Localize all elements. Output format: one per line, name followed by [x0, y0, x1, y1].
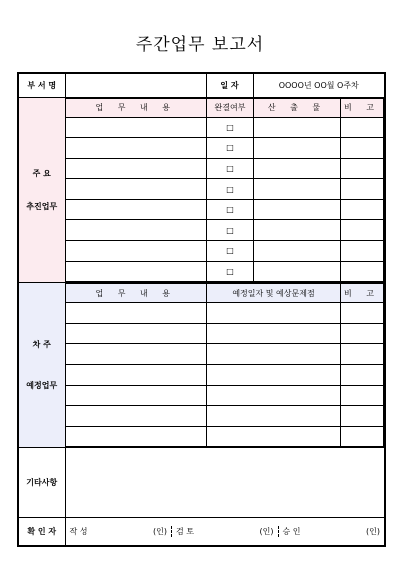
- dept-field[interactable]: [65, 73, 206, 97]
- next-schedule[interactable]: [207, 344, 341, 365]
- main-tasks-table: [66, 98, 385, 283]
- col-content: 업 무 내 용: [66, 98, 207, 117]
- next-content[interactable]: [66, 385, 207, 406]
- next-schedule[interactable]: [207, 406, 341, 427]
- col-next-note: 비 고: [341, 284, 384, 303]
- task-output[interactable]: [254, 179, 341, 200]
- reviewer-sign[interactable]: [172, 526, 279, 537]
- done-checkbox[interactable]: □: [207, 241, 254, 262]
- next-schedule[interactable]: [207, 385, 341, 406]
- main-tasks-label: [18, 97, 65, 283]
- reviewer-label: 검 토: [176, 527, 194, 537]
- confirm-row: [66, 526, 385, 537]
- task-output[interactable]: [254, 241, 341, 262]
- next-note[interactable]: [341, 365, 384, 386]
- next-content[interactable]: [66, 323, 207, 344]
- writer-sign[interactable]: [66, 526, 173, 537]
- next-content[interactable]: [66, 406, 207, 427]
- task-content[interactable]: [66, 261, 207, 282]
- next-note[interactable]: [341, 385, 384, 406]
- task-output[interactable]: [254, 261, 341, 282]
- task-output[interactable]: [254, 158, 341, 179]
- next-week-table: [66, 283, 385, 447]
- writer-seal: (인): [153, 527, 167, 537]
- others-field[interactable]: [65, 448, 385, 518]
- task-note[interactable]: [341, 199, 384, 220]
- date-label: 일 자: [206, 73, 253, 97]
- task-content[interactable]: [66, 220, 207, 241]
- next-note[interactable]: [341, 323, 384, 344]
- task-content[interactable]: [66, 179, 207, 200]
- task-note[interactable]: [341, 179, 384, 200]
- task-content[interactable]: [66, 158, 207, 179]
- task-content[interactable]: [66, 199, 207, 220]
- done-checkbox[interactable]: □: [207, 117, 254, 138]
- report-form: [17, 72, 386, 547]
- next-week-label: [18, 283, 65, 448]
- done-checkbox[interactable]: □: [207, 220, 254, 241]
- done-checkbox[interactable]: □: [207, 158, 254, 179]
- main-tasks-label-line1: 주 요: [32, 168, 51, 178]
- task-note[interactable]: [341, 117, 384, 138]
- next-week-label-line1: 차 주: [32, 340, 51, 350]
- task-output[interactable]: [254, 199, 341, 220]
- next-note[interactable]: [341, 344, 384, 365]
- task-output[interactable]: [254, 220, 341, 241]
- next-schedule[interactable]: [207, 303, 341, 324]
- col-next-content: 업 무 내 용: [66, 284, 207, 303]
- next-week-label-line2: 예정업무: [26, 381, 58, 391]
- done-checkbox[interactable]: □: [207, 179, 254, 200]
- col-note: 비 고: [341, 98, 384, 117]
- task-content[interactable]: [66, 117, 207, 138]
- others-label: 기타사항: [18, 448, 65, 518]
- next-note[interactable]: [341, 303, 384, 324]
- approver-label: 승 인: [282, 527, 301, 537]
- col-output: 산 출 물: [254, 98, 341, 117]
- task-output[interactable]: [254, 138, 341, 159]
- approver-seal: (인): [366, 527, 380, 537]
- next-schedule[interactable]: [207, 365, 341, 386]
- task-content[interactable]: [66, 138, 207, 159]
- dept-label: 부 서 명: [18, 73, 65, 97]
- date-field[interactable]: OOOO년 OO월 O주차: [253, 73, 385, 97]
- next-schedule[interactable]: [207, 323, 341, 344]
- task-content[interactable]: [66, 241, 207, 262]
- next-content[interactable]: [66, 303, 207, 324]
- approver-sign[interactable]: [279, 526, 385, 537]
- done-checkbox[interactable]: □: [207, 261, 254, 282]
- next-schedule[interactable]: [207, 426, 341, 447]
- reviewer-seal: (인): [259, 527, 274, 537]
- next-content[interactable]: [66, 365, 207, 386]
- next-note[interactable]: [341, 426, 384, 447]
- col-done: 완결여부: [207, 98, 254, 117]
- task-note[interactable]: [341, 241, 384, 262]
- confirm-label: 확 인 자: [18, 518, 65, 546]
- done-checkbox[interactable]: □: [207, 138, 254, 159]
- task-output[interactable]: [254, 117, 341, 138]
- next-note[interactable]: [341, 406, 384, 427]
- task-note[interactable]: [341, 261, 384, 282]
- page-title: 주간업무 보고서: [135, 35, 265, 55]
- task-note[interactable]: [341, 138, 384, 159]
- next-content[interactable]: [66, 426, 207, 447]
- col-schedule: 예정일자 및 예상문제점: [207, 284, 341, 303]
- done-checkbox[interactable]: □: [207, 199, 254, 220]
- task-note[interactable]: [341, 220, 384, 241]
- main-tasks-label-line2: 추진업무: [26, 201, 58, 211]
- task-note[interactable]: [341, 158, 384, 179]
- writer-label: 작 성: [69, 527, 88, 537]
- next-content[interactable]: [66, 344, 207, 365]
